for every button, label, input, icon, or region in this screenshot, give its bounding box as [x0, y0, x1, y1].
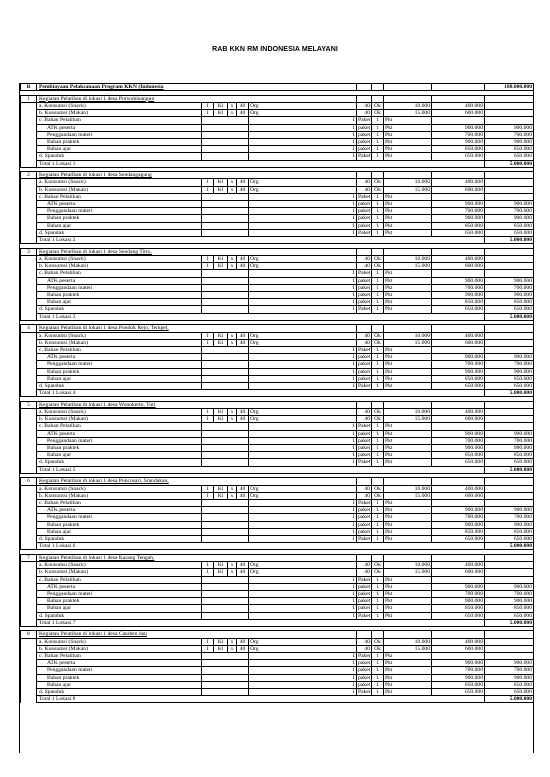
- activity-heading-row: [21, 478, 534, 485]
- line-item-snack: a. Konsumsi (Snack) 1 Kl x 40 Org 40 Ok 10.000 400.000: [21, 409, 534, 416]
- item-label: Penggandaan materi: [37, 667, 202, 674]
- line-item-snack: a. Konsumsi (Snack) 1 Kl x 40 Org 40 Ok 10.000 400.000: [21, 485, 534, 492]
- item-label: b. Konsumsi (Makan): [37, 186, 202, 193]
- line-item-materi: Penggandaan materi 1 paket 1 Pkt 700.000 700.000: [21, 208, 534, 215]
- item-label: a. Konsumsi (Snack): [37, 638, 202, 645]
- item-label: ATK peserta: [37, 124, 202, 131]
- line-item-bahan: c. Bahan Pelatihan 1 Paket 1 Pkt: [21, 576, 534, 583]
- line-item-atk: ATK peserta 1 paket 1 Pkt 900.000 900.000: [21, 201, 534, 208]
- section-code: B: [21, 84, 37, 91]
- line-item-bahan: c. Bahan Pelatihan 1 Paket 1 Pkt: [21, 117, 534, 124]
- activity-total-value: 5.000.000: [485, 466, 534, 473]
- line-item-snack: a. Konsumsi (Snack) 1 Kl x 40 Org 40 Ok 10.000 400.000: [21, 179, 534, 186]
- item-label: b. Konsumsi (Makan): [37, 263, 202, 270]
- line-item-makan: b. Konsumsi (Makan) 1 Kl x 40 Org 40 Ok 15.000 600.000: [21, 339, 534, 346]
- item-label: Bahan praktek: [37, 291, 202, 298]
- line-item-bahan: c. Bahan Pelatihan 1 Paket 1 Pkt: [21, 346, 534, 353]
- line-item-makan: b. Konsumsi (Makan) 1 Kl x 40 Org 40 Ok 15.000 600.000: [21, 569, 534, 576]
- line-item-praktek: Bahan praktek 1 paket 1 Pkt 900.000 900.000: [21, 368, 534, 375]
- item-label: d. Spanduk: [37, 153, 202, 160]
- line-item-ajar: Bahan ajar 1 paket 1 Pkt 850.000 850.000: [21, 222, 534, 229]
- line-item-ajar: Bahan ajar 1 paket 1 Pkt 850.000 850.000: [21, 528, 534, 535]
- line-item-ajar: Bahan ajar 1 paket 1 Pkt 850.000 850.000: [21, 375, 534, 382]
- line-item-atk: ATK peserta 1 paket 1 Pkt 900.000 900.000: [21, 430, 534, 437]
- item-label: c. Bahan Pelatihan: [37, 423, 202, 430]
- item-label: d. Spanduk: [37, 535, 202, 542]
- line-item-makan: b. Konsumsi (Makan) 1 Kl x 40 Org 40 Ok 15.000 600.000: [21, 492, 534, 499]
- item-label: ATK peserta: [37, 201, 202, 208]
- item-label: Bahan praktek: [37, 521, 202, 528]
- activity-total-label: Total 1 Lokasi 5: [37, 466, 485, 473]
- activity-total-value: 5.000.000: [485, 390, 534, 397]
- activity-heading-row: [21, 172, 534, 179]
- item-label: Penggandaan materi: [37, 284, 202, 291]
- activity-heading-row: [21, 325, 534, 332]
- item-label: d. Spanduk: [37, 306, 202, 313]
- line-item-snack: a. Konsumsi (Snack) 1 Kl x 40 Org 40 Ok 10.000 400.000: [21, 562, 534, 569]
- activity-number: 3: [21, 248, 37, 255]
- activity-total-row: [21, 160, 534, 167]
- activity-total-value: 5.000.000: [485, 160, 534, 167]
- item-label: Bahan ajar: [37, 299, 202, 306]
- activity-total-value: 5.000.000: [485, 237, 534, 244]
- line-item-ajar: Bahan ajar 1 paket 1 Pkt 850.000 850.000: [21, 452, 534, 459]
- line-item-bahan: c. Bahan Pelatihan 1 Paket 1 Pkt: [21, 193, 534, 200]
- item-label: Bahan ajar: [37, 146, 202, 153]
- line-item-ajar: Bahan ajar 1 paket 1 Pkt 850.000 850.000: [21, 299, 534, 306]
- activity-total-row: [21, 543, 534, 550]
- item-label: c. Bahan Pelatihan: [37, 117, 202, 124]
- item-label: ATK peserta: [37, 354, 202, 361]
- activity-total-row: [21, 696, 534, 703]
- item-label: a. Konsumsi (Snack): [37, 485, 202, 492]
- line-item-makan: b. Konsumsi (Makan) 1 Kl x 40 Org 40 Ok 15.000 600.000: [21, 186, 534, 193]
- item-label: ATK peserta: [37, 430, 202, 437]
- item-label: Bahan ajar: [37, 452, 202, 459]
- item-label: d. Spanduk: [37, 459, 202, 466]
- item-label: a. Konsumsi (Snack): [37, 332, 202, 339]
- line-item-ajar: Bahan ajar 1 paket 1 Pkt 850.000 850.000: [21, 146, 534, 153]
- section-label: Pembiayaan Pelaksanaan Program KKN (Indonesia: [37, 84, 357, 91]
- item-label: ATK peserta: [37, 583, 202, 590]
- line-item-makan: b. Konsumsi (Makan) 1 Kl x 40 Org 40 Ok 15.000 600.000: [21, 416, 534, 423]
- line-item-bahan: c. Bahan Pelatihan 1 Paket 1 Pkt: [21, 423, 534, 430]
- activity-heading: Kegiatan Pelatihan di lokasi 1 desa Wonokerto, Turi: [37, 401, 357, 408]
- item-label: Bahan praktek: [37, 368, 202, 375]
- activity-total-label: Total 1 Lokasi 2: [37, 237, 485, 244]
- line-item-snack: a. Konsumsi (Snack) 1 Kl x 40 Org 40 Ok 10.000 400.000: [21, 102, 534, 109]
- line-item-atk: ATK peserta 1 paket 1 Pkt 900.000 900.000: [21, 124, 534, 131]
- item-label: a. Konsumsi (Snack): [37, 102, 202, 109]
- item-label: Penggandaan materi: [37, 208, 202, 215]
- item-label: c. Bahan Pelatihan: [37, 653, 202, 660]
- item-label: d. Spanduk: [37, 612, 202, 619]
- line-item-makan: b. Konsumsi (Makan) 1 Kl x 40 Org 40 Ok 15.000 600.000: [21, 263, 534, 270]
- activity-total-row: [21, 466, 534, 473]
- line-item-spanduk: d. Spanduk 1 Paket 1 Pkt 650.000 650.000: [21, 382, 534, 389]
- section-row: [21, 84, 534, 91]
- line-item-spanduk: d. Spanduk 1 Paket 1 Pkt 650.000 650.000: [21, 229, 534, 236]
- activity-total-row: [21, 237, 534, 244]
- item-label: Bahan ajar: [37, 222, 202, 229]
- activity-heading-row: [21, 248, 534, 255]
- activity-total-row: [21, 619, 534, 626]
- item-label: d. Spanduk: [37, 382, 202, 389]
- line-item-materi: Penggandaan materi 1 paket 1 Pkt 700.000 700.000: [21, 667, 534, 674]
- activity-heading: Kegiatan Pelatihan di lokasi 1 desa Candem dan: [37, 631, 357, 638]
- activity-number: 8: [21, 631, 37, 638]
- activity-heading: Kegiatan Pelatihan di lokasi 1 desa Purwobinangun: [37, 95, 357, 102]
- activity-heading: Kegiatan Pelatihan di lokasi 1 desa Sendangagung: [37, 172, 357, 179]
- item-label: Bahan praktek: [37, 674, 202, 681]
- item-label: Bahan ajar: [37, 681, 202, 688]
- activity-total-value: 5.000.000: [485, 313, 534, 320]
- line-item-spanduk: d. Spanduk 1 Paket 1 Pkt 650.000 650.000: [21, 306, 534, 313]
- item-label: Penggandaan materi: [37, 514, 202, 521]
- line-item-atk: ATK peserta 1 paket 1 Pkt 900.000 900.000: [21, 507, 534, 514]
- line-item-snack: a. Konsumsi (Snack) 1 Kl x 40 Org 40 Ok 10.000 400.000: [21, 638, 534, 645]
- line-item-praktek: Bahan praktek 1 paket 1 Pkt 900.000 900.000: [21, 138, 534, 145]
- item-label: b. Konsumsi (Makan): [37, 645, 202, 652]
- budget-sheet: [19, 83, 534, 753]
- activity-heading: Kegiatan Pelatihan di lokasi 1 desa Sendang Tirto,: [37, 248, 357, 255]
- line-item-bahan: c. Bahan Pelatihan 1 Paket 1 Pkt: [21, 270, 534, 277]
- section-total: 180.000.000: [485, 84, 534, 91]
- line-item-praktek: Bahan praktek 1 paket 1 Pkt 900.000 900.000: [21, 291, 534, 298]
- activity-total-value: 5.000.000: [485, 619, 534, 626]
- activity-total-label: Total 1 Lokasi 3: [37, 313, 485, 320]
- item-label: b. Konsumsi (Makan): [37, 110, 202, 117]
- line-item-makan: b. Konsumsi (Makan) 1 Kl x 40 Org 40 Ok 15.000 600.000: [21, 645, 534, 652]
- item-label: c. Bahan Pelatihan: [37, 193, 202, 200]
- line-item-spanduk: d. Spanduk 1 Paket 1 Pkt 650.000 650.000: [21, 689, 534, 696]
- item-label: Penggandaan materi: [37, 437, 202, 444]
- item-label: c. Bahan Pelatihan: [37, 576, 202, 583]
- line-item-atk: ATK peserta 1 paket 1 Pkt 900.000 900.000: [21, 277, 534, 284]
- line-item-praktek: Bahan praktek 1 paket 1 Pkt 900.000 900.000: [21, 215, 534, 222]
- line-item-spanduk: d. Spanduk 1 Paket 1 Pkt 650.000 650.000: [21, 612, 534, 619]
- line-item-praktek: Bahan praktek 1 paket 1 Pkt 900.000 900.000: [21, 445, 534, 452]
- item-label: Penggandaan materi: [37, 131, 202, 138]
- item-label: Penggandaan materi: [37, 361, 202, 368]
- line-item-materi: Penggandaan materi 1 paket 1 Pkt 700.000 700.000: [21, 437, 534, 444]
- item-label: c. Bahan Pelatihan: [37, 499, 202, 506]
- document-title: RAB KKN RM INDONESIA MELAYANI: [212, 46, 338, 53]
- activity-number: 6: [21, 478, 37, 485]
- line-item-atk: ATK peserta 1 paket 1 Pkt 900.000 900.000: [21, 583, 534, 590]
- line-item-atk: ATK peserta 1 paket 1 Pkt 900.000 900.000: [21, 660, 534, 667]
- item-label: Bahan praktek: [37, 598, 202, 605]
- activity-heading: Kegiatan Pelatihan di lokasi 1 desa Poncosari, Srandakan,: [37, 478, 357, 485]
- item-label: Penggandaan materi: [37, 590, 202, 597]
- activity-total-value: 5.000.000: [485, 543, 534, 550]
- activity-total-label: Total 1 Lokasi 6: [37, 543, 485, 550]
- activity-total-row: [21, 313, 534, 320]
- activity-heading-row: [21, 554, 534, 561]
- item-label: Bahan ajar: [37, 528, 202, 535]
- line-item-praktek: Bahan praktek 1 paket 1 Pkt 900.000 900.000: [21, 521, 534, 528]
- item-label: b. Konsumsi (Makan): [37, 416, 202, 423]
- item-label: a. Konsumsi (Snack): [37, 409, 202, 416]
- line-item-snack: a. Konsumsi (Snack) 1 Kl x 40 Org 40 Ok 10.000 400.000: [21, 255, 534, 262]
- line-item-makan: b. Konsumsi (Makan) 1 Kl x 40 Org 40 Ok 15.000 600.000: [21, 110, 534, 117]
- item-label: c. Bahan Pelatihan: [37, 270, 202, 277]
- item-label: c. Bahan Pelatihan: [37, 346, 202, 353]
- activity-heading: Kegiatan Pelatihan di lokasi 1 desa Pondok Rejo, Tempel,: [37, 325, 357, 332]
- activity-number: 1: [21, 95, 37, 102]
- item-label: ATK peserta: [37, 660, 202, 667]
- line-item-materi: Penggandaan materi 1 paket 1 Pkt 700.000 700.000: [21, 361, 534, 368]
- activity-total-value: 5.000.000: [485, 696, 534, 703]
- item-label: b. Konsumsi (Makan): [37, 339, 202, 346]
- line-item-bahan: c. Bahan Pelatihan 1 Paket 1 Pkt: [21, 499, 534, 506]
- line-item-spanduk: d. Spanduk 1 Paket 1 Pkt 650.000 650.000: [21, 459, 534, 466]
- item-label: d. Spanduk: [37, 229, 202, 236]
- line-item-spanduk: d. Spanduk 1 Paket 1 Pkt 650.000 650.000: [21, 153, 534, 160]
- item-label: b. Konsumsi (Makan): [37, 569, 202, 576]
- item-label: a. Konsumsi (Snack): [37, 562, 202, 569]
- item-label: b. Konsumsi (Makan): [37, 492, 202, 499]
- activity-total-label: Total 1 Lokasi 8: [37, 696, 485, 703]
- activity-heading-row: [21, 631, 534, 638]
- line-item-bahan: c. Bahan Pelatihan 1 Paket 1 Pkt: [21, 653, 534, 660]
- activity-heading-row: [21, 95, 534, 102]
- line-item-spanduk: d. Spanduk 1 Paket 1 Pkt 650.000 650.000: [21, 535, 534, 542]
- budget-table: [20, 83, 534, 703]
- line-item-materi: Penggandaan materi 1 paket 1 Pkt 700.000 700.000: [21, 284, 534, 291]
- line-item-ajar: Bahan ajar 1 paket 1 Pkt 850.000 850.000: [21, 681, 534, 688]
- item-label: d. Spanduk: [37, 689, 202, 696]
- item-label: ATK peserta: [37, 277, 202, 284]
- activity-heading: Kegiatan Pelatihan di lokasi 1 desa Karang Tengah,: [37, 554, 357, 561]
- activity-number: 2: [21, 172, 37, 179]
- line-item-atk: ATK peserta 1 paket 1 Pkt 900.000 900.000: [21, 354, 534, 361]
- item-label: Bahan ajar: [37, 375, 202, 382]
- item-label: Bahan praktek: [37, 138, 202, 145]
- line-item-snack: a. Konsumsi (Snack) 1 Kl x 40 Org 40 Ok 10.000 400.000: [21, 332, 534, 339]
- activity-total-label: Total 1 Lokasi 1: [37, 160, 485, 167]
- item-label: ATK peserta: [37, 507, 202, 514]
- activity-heading-row: [21, 401, 534, 408]
- activity-number: 4: [21, 325, 37, 332]
- line-item-materi: Penggandaan materi 1 paket 1 Pkt 700.000 700.000: [21, 590, 534, 597]
- activity-total-row: [21, 390, 534, 397]
- line-item-praktek: Bahan praktek 1 paket 1 Pkt 900.000 900.000: [21, 674, 534, 681]
- line-item-praktek: Bahan praktek 1 paket 1 Pkt 900.000 900.000: [21, 598, 534, 605]
- activity-number: 5: [21, 401, 37, 408]
- activity-number: 7: [21, 554, 37, 561]
- item-label: Bahan ajar: [37, 605, 202, 612]
- item-label: Bahan praktek: [37, 215, 202, 222]
- activity-total-label: Total 1 Lokasi 7: [37, 619, 485, 626]
- line-item-materi: Penggandaan materi 1 paket 1 Pkt 700.000 700.000: [21, 131, 534, 138]
- item-label: a. Konsumsi (Snack): [37, 255, 202, 262]
- activity-total-label: Total 1 Lokasi 4: [37, 390, 485, 397]
- item-label: a. Konsumsi (Snack): [37, 179, 202, 186]
- line-item-ajar: Bahan ajar 1 paket 1 Pkt 850.000 850.000: [21, 605, 534, 612]
- item-label: Bahan praktek: [37, 445, 202, 452]
- line-item-materi: Penggandaan materi 1 paket 1 Pkt 700.000 700.000: [21, 514, 534, 521]
